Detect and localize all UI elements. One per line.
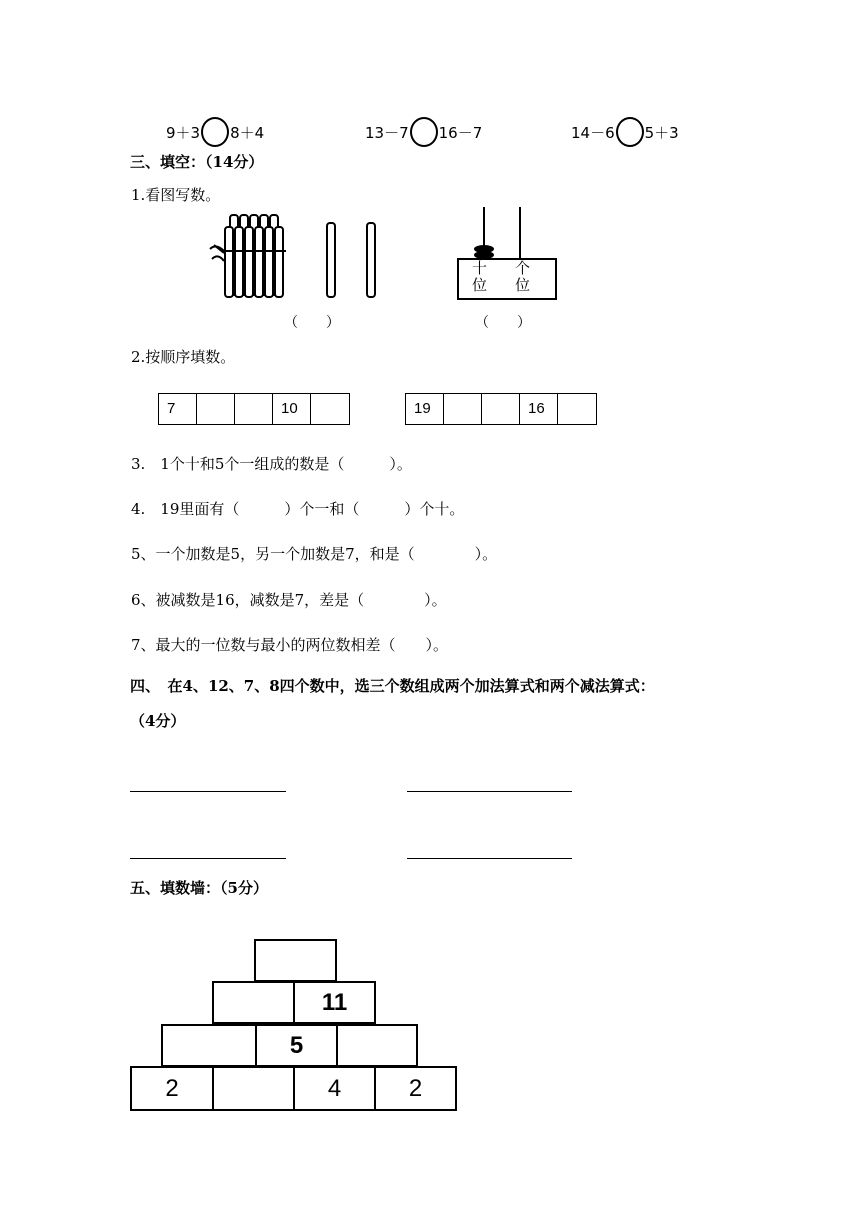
- compare-item-2: [365, 117, 482, 147]
- answer-line[interactable]: [407, 791, 572, 792]
- compare-item-3: [571, 117, 679, 147]
- compare-circle[interactable]: [410, 117, 438, 147]
- q3-text: 3. 1个十和5个一组成的数是（ ）。: [131, 455, 412, 473]
- seq-box[interactable]: [444, 394, 482, 424]
- wall-brick: 2: [374, 1066, 457, 1111]
- compare-right: 5＋3: [644, 123, 679, 142]
- section4-title: 四、 在4、12、7、8四个数中，选三个数组成两个加法算式和两个减法算式：: [130, 677, 655, 695]
- seq-box[interactable]: [558, 394, 596, 424]
- wall-brick[interactable]: [212, 1066, 295, 1111]
- section3-title: 三、填空：（14分）: [130, 153, 264, 171]
- seq-box[interactable]: [197, 394, 235, 424]
- sequence-boxes-1: [158, 393, 350, 425]
- compare-item-1: [166, 117, 264, 147]
- section4-title-cont: （4分）: [130, 712, 186, 730]
- compare-circle[interactable]: [616, 117, 644, 147]
- answer-line[interactable]: [130, 858, 286, 859]
- compare-right: 8＋4: [230, 123, 265, 142]
- abacus-ones-label: 个 位: [515, 259, 531, 294]
- seq-box[interactable]: [482, 394, 520, 424]
- q6-text: 6、被减数是16，减数是7，差是（ ）。: [131, 591, 447, 609]
- section5-title: 五、填数墙：（5分）: [130, 879, 268, 897]
- seq-box: 16: [520, 394, 558, 424]
- wall-brick: 4: [293, 1066, 376, 1111]
- compare-left: 14－6: [571, 123, 615, 142]
- wall-brick: 2: [130, 1066, 214, 1111]
- compare-left: 9＋3: [166, 123, 201, 142]
- q2-text: 2.按顺序填数。: [131, 348, 236, 366]
- q5-text: 5、一个加数是5，另一个加数是7，和是（ ）。: [131, 545, 498, 563]
- q1-answer-b[interactable]: （ ）: [475, 315, 531, 331]
- q1-answer-a[interactable]: （ ）: [284, 315, 340, 331]
- abacus-illustration: [455, 205, 560, 301]
- seq-box: 10: [273, 394, 311, 424]
- q4-text: 4. 19里面有（ ）个一和（ ）个十。: [131, 500, 465, 518]
- seq-box[interactable]: [235, 394, 273, 424]
- sequence-boxes-2: [405, 393, 597, 425]
- seq-box[interactable]: [311, 394, 349, 424]
- abacus-tens-label: 十 位: [472, 259, 488, 294]
- q1-text: 1.看图写数。: [131, 186, 221, 204]
- q7-text: 7、最大的一位数与最小的两位数相差（ ）。: [131, 636, 449, 654]
- wall-brick: 11: [293, 981, 376, 1024]
- wall-brick[interactable]: [161, 1024, 257, 1067]
- wall-brick[interactable]: [212, 981, 295, 1024]
- compare-circle[interactable]: [201, 117, 229, 147]
- wall-brick: 5: [255, 1024, 338, 1067]
- wall-brick[interactable]: [336, 1024, 418, 1067]
- seq-box: 19: [406, 394, 444, 424]
- answer-line[interactable]: [130, 791, 286, 792]
- sticks-illustration: [206, 205, 396, 303]
- wall-brick-top[interactable]: [254, 939, 337, 982]
- compare-right: 16－7: [438, 123, 483, 142]
- answer-line[interactable]: [407, 858, 572, 859]
- compare-left: 13－7: [365, 123, 409, 142]
- seq-box: 7: [159, 394, 197, 424]
